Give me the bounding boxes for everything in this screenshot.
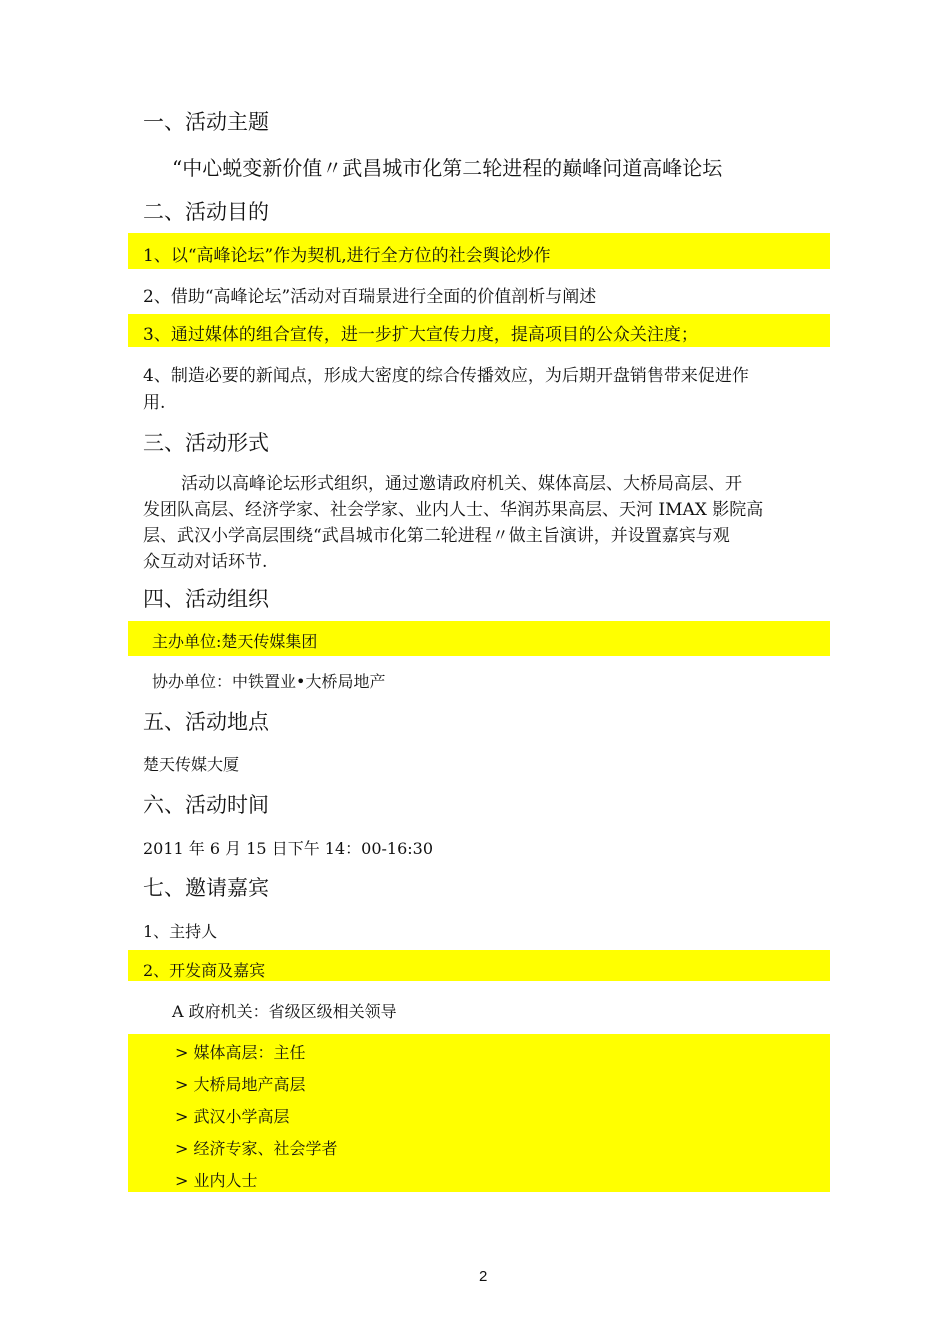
guest-list-item-school: > 武汉小学高层 — [175, 1107, 290, 1126]
section-heading-purpose: 二、活动目的 — [143, 200, 269, 224]
time-text: 2011 年 6 月 15 日下午 14：00-16:30 — [143, 839, 434, 858]
form-line-1: 活动以高峰论坛形式组织，通过邀请政府机关、媒体高层、大桥局高层、开 — [181, 474, 742, 494]
section-heading-location: 五、活动地点 — [143, 710, 269, 734]
guest-item-host: 1、主持人 — [143, 922, 218, 941]
guest-item-developer: 2、开发商及嘉宾 — [143, 961, 266, 980]
form-line-4: 众互动对话环节. — [143, 552, 268, 572]
co-organizer: 协办单位：中铁置业•大桥局地产 — [152, 672, 386, 691]
form-line-2: 发团队高层、经济学家、社会学家、业内人士、华润苏果高层、天河 IMAX 影院高 — [143, 500, 764, 520]
purpose-item-2: 2、借助“高峰论坛”活动对百瑞景进行全面的价值剖析与阐述 — [143, 287, 597, 307]
guest-list-item-bridge: > 大桥局地产高层 — [175, 1075, 306, 1094]
guest-list-item-insiders: > 业内人士 — [175, 1171, 258, 1190]
purpose-item-4: 4、制造必要的新闻点，形成大密度的综合传播效应，为后期开盘销售带来促进作 — [143, 366, 749, 386]
section-heading-organization: 四、活动组织 — [143, 587, 269, 611]
guest-government: A 政府机关：省级区级相关领导 — [172, 1002, 397, 1021]
location-text: 楚天传媒大厦 — [143, 755, 240, 774]
host-organizer: 主办单位:楚天传媒集团 — [152, 632, 318, 651]
section-heading-guests: 七、邀请嘉宾 — [143, 876, 269, 900]
purpose-item-3: 3、通过媒体的组合宣传，进一步扩大宣传力度，提高项目的公众关注度； — [143, 325, 698, 345]
section-heading-form: 三、活动形式 — [143, 431, 269, 455]
section-heading-time: 六、活动时间 — [143, 793, 269, 817]
theme-text: “中心蜕变新价值〃武昌城市化第二轮进程的巅峰问道高峰论坛 — [172, 156, 723, 180]
purpose-item-4-cont: 用. — [143, 393, 166, 413]
guest-list-item-media: > 媒体高层：主任 — [175, 1043, 306, 1062]
section-heading-theme: 一、活动主题 — [143, 110, 269, 134]
guest-list-item-experts: > 经济专家、社会学者 — [175, 1139, 338, 1158]
purpose-item-1: 1、以“高峰论坛”作为契机,进行全方位的社会舆论炒作 — [143, 246, 551, 266]
form-line-3: 层、武汉小学高层围绕“武昌城市化第二轮进程〃做主旨演讲，并设置嘉宾与观 — [143, 526, 730, 546]
page-number: 2 — [479, 1268, 488, 1285]
